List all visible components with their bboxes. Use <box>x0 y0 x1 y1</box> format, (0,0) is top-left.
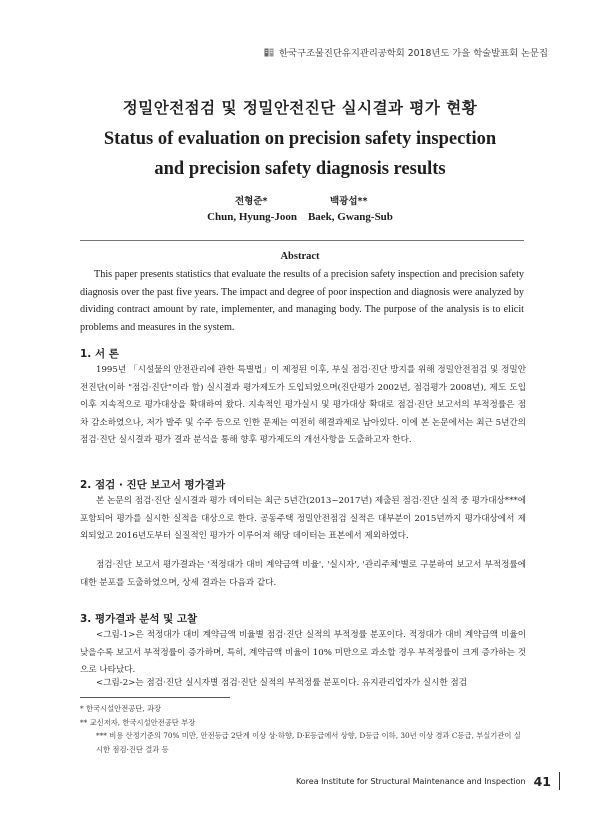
english-title-line-1: Status of evaluation on precision safety inspection <box>103 129 497 149</box>
footnotes <box>80 702 526 756</box>
english-authors: Chun, Hyung-Joon Baek, Gwang-Sub <box>207 211 393 223</box>
section-3-title: 3. 평가결과 분석 및 고찰 <box>80 613 198 625</box>
footnote-2: ** 교신저자, 한국시설안전공단 부장 <box>80 717 196 727</box>
section-2-paragraph-1: 본 논문의 점검·진단 실시결과 평가 데이터는 최근 5년간(2013~2017년) 제출된 점검·진단 실적 중 평가대상***에 포함되어 평가를 실시한 실적을 대상으로 한다. 공동주택 정밀안전점검 실적은 대부분이 2015년까지 평가대상에서 제외되었고 2016년도부터 실질적인 평가가 이루어져 해당 데이터는 표본에서 제외하였다. <box>80 496 526 541</box>
page-footer <box>296 772 560 790</box>
running-header <box>264 45 548 59</box>
footer-divider <box>559 772 560 790</box>
section-2-paragraph-2: 점검·진단 보고서 평가결과는 '적정대가 대비 계약금액 비율', '실시자', '관리주체'별로 구분하여 보고서 부적정률에 대한 분포를 도출하였으며, 상세 결과는 다음과 같다. <box>80 560 526 588</box>
section-1-title: 1. 서 론 <box>80 348 119 360</box>
footnote-1: * 한국시설안전공단, 과장 <box>80 704 162 713</box>
section-1-paragraph-1: 1995년 「시설물의 안전관리에 관한 특별법」이 제정된 이후, 부실 점검·진단 방지를 위해 정밀안전점검 및 정밀안전진단(이하 "점검·진단"이라 함) 실시결과 평가제도가 도입되었으며(진단평가 2002년, 점검평가 2008년), 제도 도입 이후 지속적으로 평가대상을 확대하여 왔다. 지속적인 평가실시 및 평가대상 확대로 점검·진단 보고서의 부적정률은 점차 감소하였으나, 저가 발주 및 수주 등으로 인한 문제는 여전히 해결과제로 남아있다. 이에 본 논문에서는 최근 5년간의 점검·진단 실시결과 평가 결과 분석을 통해 향후 평가제도의 개선사항을 도출하고자 한다. <box>80 365 526 445</box>
header-text: 한국구조물진단유지관리공학회 2018년도 가을 학술발표회 논문집 <box>279 48 548 59</box>
abstract-heading: Abstract <box>280 251 320 262</box>
section-2-title: 2. 점검 · 진단 보고서 평가결과 <box>80 479 226 491</box>
author-2-korean: 백광섭** <box>330 196 368 207</box>
footnote-divider <box>80 697 230 698</box>
section-3-paragraph-2: <그림-2>는 점검·진단 실시자별 점검·진단 실적의 부적정률 분포이다. 유지관리업자가 실시한 점검 <box>96 678 468 688</box>
divider <box>80 240 524 241</box>
page-number: 41 <box>533 773 551 789</box>
abstract-body: This paper presents statistics that evaluate the results of a precision safety inspection and precision safety diagnosis over the past five years. The impact and degree of poor inspection and diagnosis were analyzed by dividing contract amount by rate, implementer, and managing body. The purpose of the analysis is to elicit problems and measures in the system. <box>80 269 524 333</box>
book-icon <box>264 47 275 58</box>
english-title-line-2: and precision safety diagnosis results <box>154 159 446 179</box>
footer-institute: Korea Institute for Structural Maintenance and Inspection <box>295 776 526 786</box>
section-3-paragraph-1: <그림-1>은 적정대가 대비 계약금액 비율별 점검·진단 실적의 부적정률 분포이다. 적정대가 대비 계약금액 비율이 낮을수록 보고서 부적정률이 증가하며, 특히, 계약금액 비율이 10% 미만으로 과소할 경우 부적정률이 크게 증가하는 것으로 나타났다. <box>80 630 526 675</box>
author-1-korean: 전형준* <box>235 196 268 207</box>
footnote-3: *** 비용 산정기준의 70% 미만, 안전등급 2단계 이상 상·하향, D·E등급에서 상향, D등급 이하, 30년 이상 경과 C등급, 부실기관이 실시한 점검·진단 결과 등 <box>96 731 521 754</box>
english-title <box>0 124 600 184</box>
korean-title: 정밀안전점검 및 정밀안전진단 실시결과 평가 현황 <box>122 99 478 117</box>
